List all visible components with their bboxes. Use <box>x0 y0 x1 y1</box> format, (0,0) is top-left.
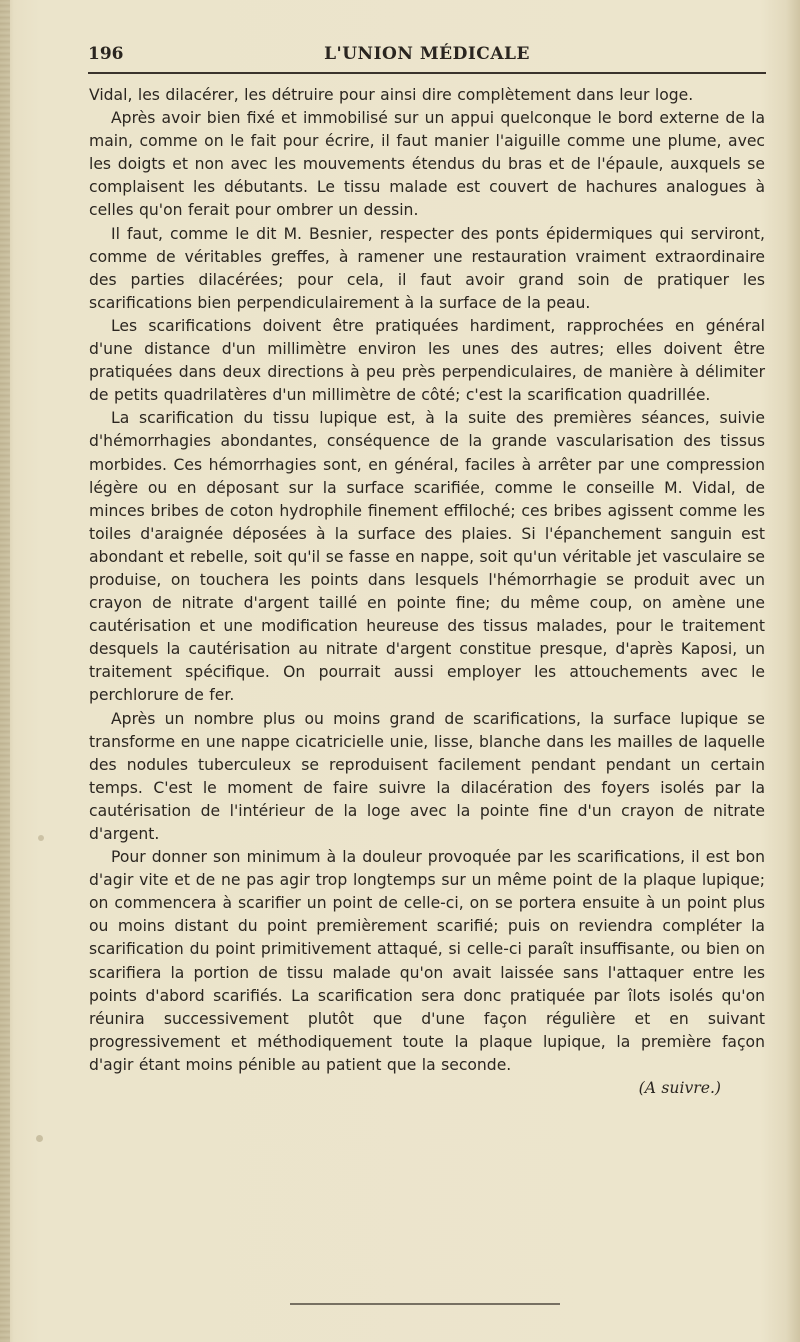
paragraph: Après un nombre plus ou moins grand de scarifications, la surface lupique se transforme en une nappe cicatricielle unie, lisse, blanche dans les mailles de laquelle des nodules tuberculeux se reproduisent facilement pendant pendant un certain temps. C'est le moment de faire suivre la dilacération des foyers isolés par la cautérisation de l'intérieur de la loge avec la pointe fine d'un crayon de nitrate d'argent. <box>89 709 765 843</box>
paragraph: La scarification du tissu lupique est, à la suite des premières séances, suivie d'hémorrhagies abondantes, conséquence de la grande vascularisation des tissus morbides. Ces hémorrhagies sont, en général, faciles à arrêter par une compression légère ou en déposant sur la surface scarifiée, comme le conseille M. Vidal, de minces bribes de coton hydrophile finement effiloché; ces bribes agissent comme les toiles d'araignée déposées à la surface des plaies. Si l'épanchement sanguin est abondant et rebelle, soit qu'il se fasse en nappe, soit qu'un véritable jet vasculaire se produise, on touchera les points dans lesquels l'hémorrhagie se produit avec un crayon de nitrate d'argent taillé en pointe fine; du même coup, on amène une cautérisation et une modification heureuse des tissus malades, pour le traitement desquels la cautérisation au nitrate d'argent constitue presque, d'après Kaposi, un traitement spécifique. On pourrait aussi employer les attouchements avec le perchlorure de fer. <box>89 409 765 705</box>
article-body <box>89 84 765 1100</box>
to-be-continued-text: (A suivre.) <box>638 1079 721 1098</box>
paper-stain <box>38 835 44 841</box>
paper-stain <box>36 1135 43 1142</box>
to-be-continued <box>89 1077 765 1100</box>
binding-edge <box>0 0 10 1342</box>
footer-rule <box>290 1303 560 1305</box>
journal-title: L'UNION MÉDICALE <box>324 44 530 64</box>
page-number: 196 <box>88 44 124 64</box>
paragraph: Vidal, les dilacérer, les détruire pour ainsi dire complètement dans leur loge. <box>89 86 694 104</box>
paragraph: Il faut, comme le dit M. Besnier, respecter des ponts épidermiques qui serviront, comme de véritables greffes, à ramener une restauration vraiment extraordinaire des parties dilacérées; pour cela, il faut avoir grand soin de pratiquer les scarifications bien perpendiculairement à la surface de la peau. <box>89 224 765 312</box>
running-header <box>88 38 766 70</box>
paragraph: Pour donner son minimum à la douleur provoquée par les scarifications, il est bon d'agir vite et de ne pas agir trop longtemps sur un même point de la plaque lupique; on commencera à scarifier un point de celle-ci, on se portera ensuite à un point plus ou moins distant du point premièrement scarifié; puis on reviendra compléter la scarification du point primitivement attaqué, si celle-ci paraît insuffisante, ou bien on scarifiera la portion de tissu malade qu'on avait laissée sans l'attaquer entre les points d'abord scarifiés. La scarification sera donc pratiquée par îlots isolés qu'on réunira successivement plutôt que d'une façon régulière et en suivant progressivement et méthodiquement toute la plaque lupique, la première façon d'agir étant moins pénible au patient que la seconde. <box>89 848 765 1074</box>
paragraph: Les scarifications doivent être pratiquées hardiment, rapprochées en général d'une distance d'un millimètre environ les unes des autres; elles doivent être pratiquées dans deux directions à peu près perpendiculaires, de manière à délimiter de petits quadrilatères d'un millimètre de côté; c'est la scarification quadrillée. <box>89 316 765 405</box>
paragraph: Après avoir bien fixé et immobilisé sur un appui quelconque le bord externe de la main, comme on le fait pour écrire, il faut manier l'aiguille comme une plume, avec les doigts et non avec les mouvements étendus du bras et de l'épaule, auxquels se complaisent les débutants. Le tissu malade est couvert de hachures analogues à celles qu'on ferait pour ombrer un dessin. <box>89 109 765 220</box>
header-rule <box>88 72 766 74</box>
